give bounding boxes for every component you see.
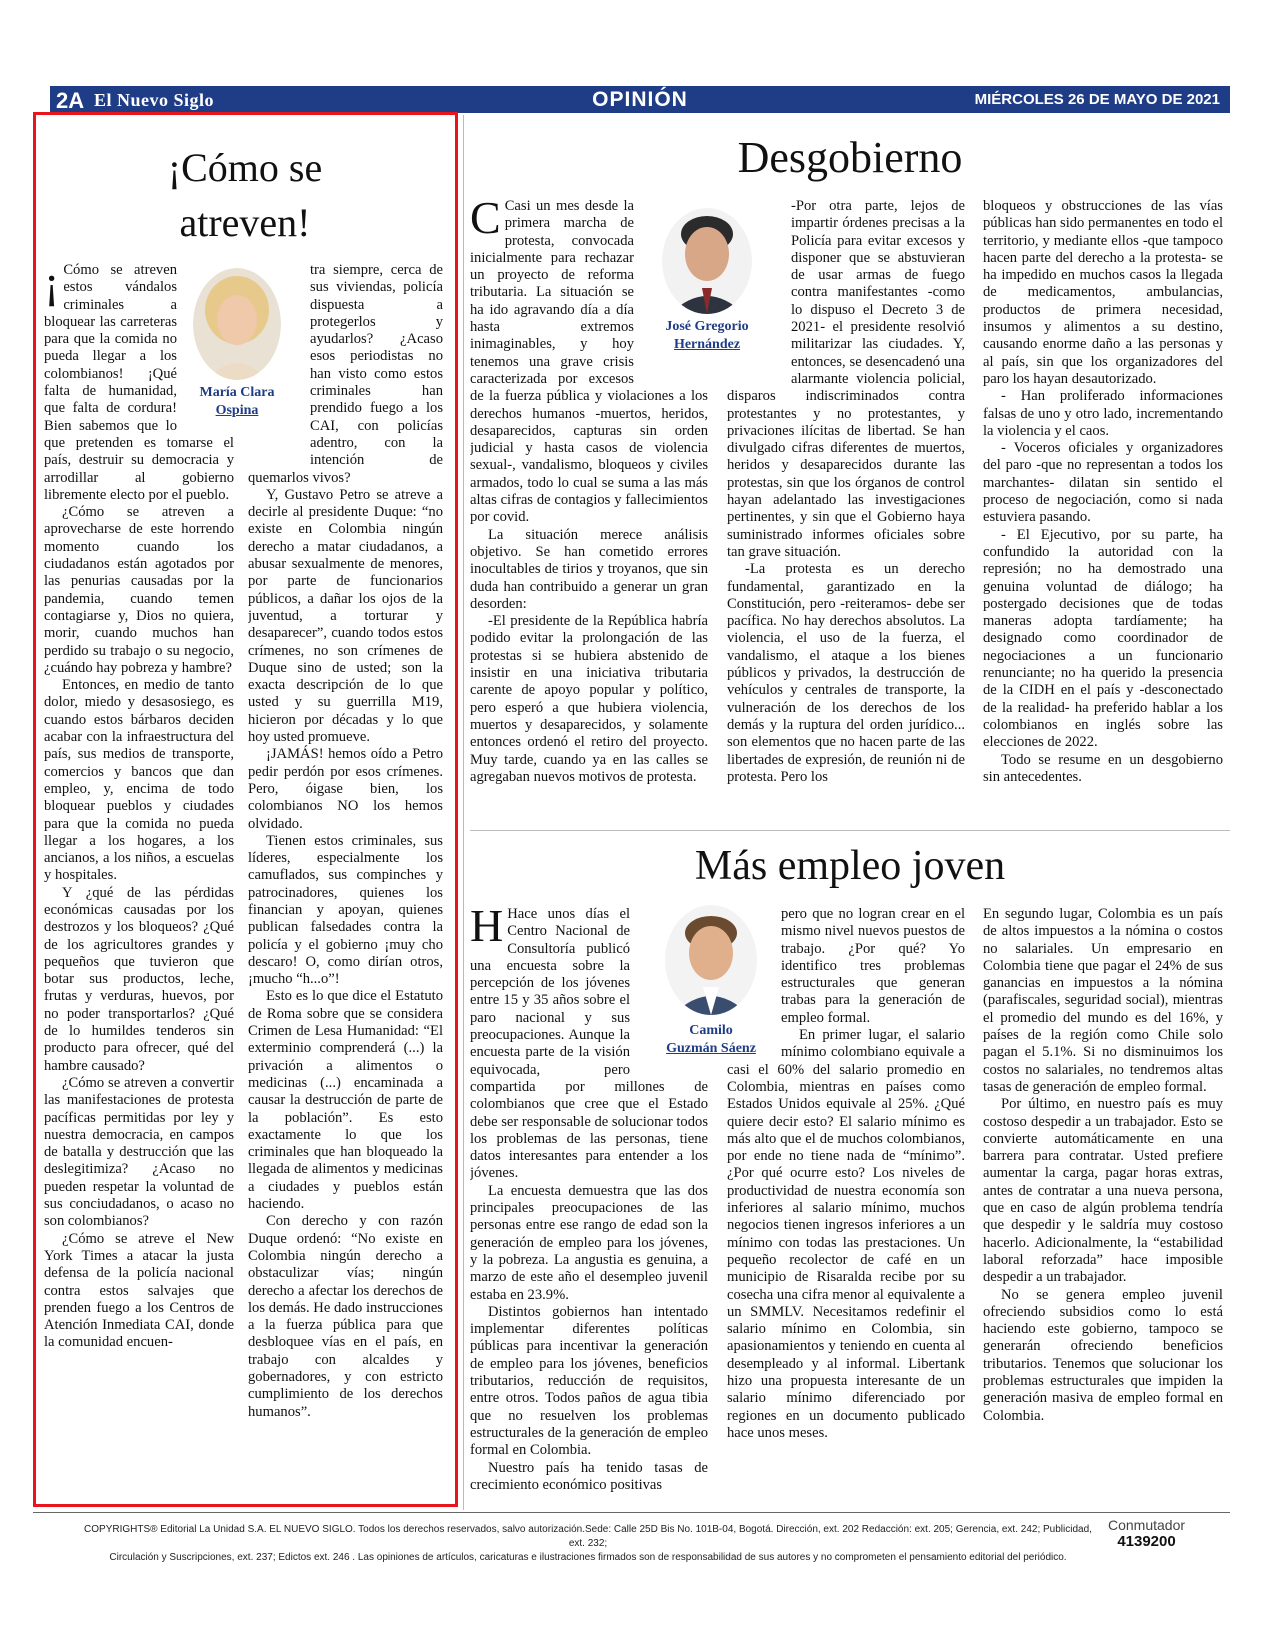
author3-name-line2: Guzmán Sáenz xyxy=(666,1041,756,1056)
section-title: OPINIÓN xyxy=(592,88,688,111)
author1-name-line2: Ospina xyxy=(215,403,259,418)
paragraph: Hace unos días el Centro Nacional de Consultoría publicó una encuesta sobre la percepción de los jóvenes entre 15 y 35 años sobre el paro nacional y sus preocupaciones. Aunque la encuesta parte de la visión equivocada, pero compartida por millones de colombianos que cree que el Estado debe ser responsable de solucionar todos los problemas de las personas, tiene datos interesantes para entender a los jóvenes. xyxy=(470,906,708,1182)
paragraph: Distintos gobiernos han intentado implementar diferentes políticas públicas para incentivar la generación de empleo para los jóvenes, beneficios tributarios, reducción de requisitos, entre otros. Todos paños de agua tibia que no resuelven los problemas estructurales de la generación de empleo formal en Colombia. xyxy=(470,1303,708,1459)
page-header xyxy=(50,86,1230,113)
column-divider xyxy=(463,115,464,1510)
paragraph: -Por otra parte, lejos de impartir órdenes precisas a la Policía para evitar excesos y disponer que se abstuvieran de usar armas de fuego contra manifestantes -como lo dispuso el Decreto 3 de 2021- el presidente resolvió militarizar las ciudades. Y, entonces, se desencadenó una alarmante violencia policial, disparos indiscriminados contra protestantes y no protestantes, y privaciones ilícitas de libertad. Se han divulgado cifras diferentes de muertos, heridos y desaparecidos durante las protestas, sin que los órganos de control hayan adelantado las investigaciones pertinentes, y sin que el Gobierno haya suministrado informes oficiales sobre tan grave situación. xyxy=(727,198,965,560)
article1-column1 xyxy=(44,262,234,1497)
footer-line1: COPYRIGHTS® Editorial La Unidad S.A. EL NUEVO SIGLO. Todos los derechos reservados, salvo autorización.Sede: Calle 25D Bis No. 101B-04, Bogotá. Dirección, ext. 202 Redacción: ext. 205; Gerencia, ext. 242; Publicidad, ext. 232; xyxy=(84,1524,1092,1549)
article1-title-line1: ¡Cómo se xyxy=(167,145,323,190)
paragraph: - Han proliferado informaciones falsas de uno y otro lado, incrementando la violencia y el caos. xyxy=(983,388,1223,439)
paragraph: Esto es lo que dice el Estatuto de Roma sobre que se considera Crimen de Lesa Humanidad: “El exterminio comprenderá (...) la privación a alimentos o medicinas (...) encaminada a causar la destrucción de parte de la población”. Es esto exactamente lo que los criminales que han bloqueado la llegada de alimentos y medicinas a ciudades y pueblos están haciendo. xyxy=(248,988,443,1213)
paragraph: Cómo se atreven estos vándalos criminales a bloquear las carreteras para que la comida no pueda llegar a los colombianos! ¡Qué falta de humanidad, que falta de cordura! Bien sabemos que lo que pretenden es tomarse el país, destruir su democracia y arrodillar al gobierno libremente electo por el pueblo. xyxy=(44,262,234,503)
paragraph: -La protesta es un derecho fundamental, garantizado en la Constitución, pero -reiteramos- debe ser pacífica. No hay derechos absolutos. La violencia, el uso de la fuerza, el vandalismo, el ataque a los bienes públicos y privados, la destrucción de vehículos y centrales de transporte, la vulneración de los derechos de los demás y la ruptura del orden jurídico... son elementos que no hacen parte de las libertades de expresión, de reunión ni de protesta. Pero los xyxy=(727,561,965,785)
newspaper-name: El Nuevo Siglo xyxy=(94,90,215,110)
dropcap: H xyxy=(470,906,504,951)
dropcap: ¡ xyxy=(44,262,60,307)
paragraph: bloqueos y obstrucciones de las vías públicas han sido permanentes en todo el territorio, y mediante ellos -que tampoco hacen parte del derecho a la protesta- se ha impedido en muchos casos la llegada de medicamentos, ambulancias, productos de primera necesidad, insumos y alimentos a su destino, causando enorme daño a las personas y al país, sin que los organizadores del paro los hayan desautorizado. xyxy=(983,198,1223,387)
author1-name-line1: María Clara xyxy=(199,385,275,400)
switchboard-number: 4139200 xyxy=(1117,1533,1176,1550)
article1-title-line2: atreven! xyxy=(179,200,311,245)
paragraph: Todo se resume en un desgobierno sin antecedentes. xyxy=(983,751,1223,785)
paragraph: Entonces, en medio de tanto dolor, miedo y desasosiego, es cuando estos bárbaros deciden acabar con la infraestructura del país, sus medios de transporte, comercios y bancos que dan empleo, y, encima de todo bloquear pueblos y ciudades para que la comida no pueda llegar a los hogares, a los ancianos, a los niños, a escuelas y hospitales. xyxy=(44,677,234,884)
author2-name-line1: José Gregorio xyxy=(665,319,749,334)
switchboard xyxy=(1108,1517,1185,1550)
paragraph: ¡JAMÁS! hemos oído a Petro pedir perdón por esos crímenes. Pero, óigase bien, los colombianos NO los hemos olvidado. xyxy=(248,746,443,832)
article2-column1 xyxy=(470,198,708,823)
copyright-footer xyxy=(78,1523,1098,1565)
paragraph: La situación merece análisis objetivo. Se han cometido errores inocultables de tirios y troyanos, que sin duda han contribuido a generar un gran desorden: xyxy=(470,526,708,612)
paragraph: Por último, en nuestro país es muy costoso despedir a un trabajador. Esto se convierte automáticamente en una barrera para contratar. Usted prefiere aumentar la carga, pagar horas extras, antes de contratar a una nueva persona, que en caso de algún problema tendría que despedir y le saldría muy costoso hacerlo. Adicionalmente, la “estabilidad laboral reforzada” hace imposible despedir a un trabajador. xyxy=(983,1096,1223,1286)
paragraph: ¿Cómo se atreve el New York Times a atacar la justa defensa de la policía nacional contra estos salvajes que prenden fuego a los Centros de Atención Inmediata CAI, donde la comunidad encuen- xyxy=(44,1230,234,1351)
paragraph: En primer lugar, el salario mínimo colombiano equivale a casi el 60% del salario promedio en Colombia, mientras en países como Estados Unidos equivale al 25%. ¿Qué quiere decir esto? El salario mínimo es más alto que el de muchos colombianos, por ende no tiene nada de “mínimo”. ¿Por qué ocurre esto? Los niveles de productividad de nuestra economía son inferiores al salario mínimo, muchos negocios tienen ingresos inferiores a un mínimo con todas las prestaciones. Un pequeño recolector de café en un municipio de Risaralda recibe por su cosecha una cifra menor al equivalente a un SMMLV. Necesitamos redefinir el salario mínimo en Colombia, sin apasionamientos y teniendo en cuenta al desempleado y al informal. Libertank hizo una propuesta interesante de un salario mínimo diferenciado por regiones en un documento publicado hace unos meses. xyxy=(727,1027,965,1441)
paragraph: Y ¿qué de las pérdidas económicas causadas por los destrozos y los bloqueos? ¿Qué de los agricultores grandes y pequeños que tuvieron que botar sus productos, leche, frutas y verduras, huevos, por no poder transportarlos? ¿Qué de lo humildes tenderos sin producto para ofrecer, qué del hambre causado? xyxy=(44,884,234,1074)
page-number: 2A xyxy=(56,88,85,113)
article3-column3 xyxy=(983,906,1223,1504)
paragraph: Y, Gustavo Petro se atreve a decirle al presidente Duque: “no existe en Colombia ningún derecho a matar ciudadanos, a abusar sexualmente de menores, por parte de funcionarios públicos, a dañar los ojos de la juventud, a torturar y desaparecer”, cuando todos estos crímenes, no son crímenes de Duque sino de usted; son la exacta descripción de lo que usted y su guerrilla M19, hicieron por décadas y lo que hoy usted promueve. xyxy=(248,486,443,746)
article1-title xyxy=(40,140,450,250)
article1-column2 xyxy=(248,262,443,1497)
footer-divider xyxy=(33,1512,1230,1513)
paragraph: ¿Cómo se atreven a convertir las manifestaciones de protesta pacíficas permitidas por ley y nuestra democracia, en campos de batalla y destrucción que las deslegitimiza? ¿Acaso no pueden respetar la voluntad de sus conciudadanos, o acaso no son colombianos? xyxy=(44,1074,234,1230)
footer-line2: Circulación y Suscripciones, ext. 237; Edictos ext. 246 . Las opiniones de artículos, caricaturas e ilustraciones firmados son de responsabilidad de sus autores y no comprometen el pensamiento editorial del periódico. xyxy=(109,1552,1067,1563)
paragraph: ¿Cómo se atreven a aprovecharse de este horrendo momento cuando los ciudadanos están agotados por las penurias causadas por la pandemia, cuando temen contagiarse y, Dios no quiera, morir, cuando muchos han perdido su trabajo o su negocio, ¿cuándo hay pobreza y hambre? xyxy=(44,504,234,676)
article3-column1 xyxy=(470,906,708,1504)
paragraph: Con derecho y con razón Duque ordenó: “No existe en Colombia ningún derecho a obstaculizar vías; ningún derecho a afectar los derechos de los demás. He dado instrucciones a la fuerza pública para que desbloquee vías en el país, en trabajo con alcaldes y gobernadores, y con estricto cumplimiento de los derechos humanos”. xyxy=(248,1213,443,1420)
article3-title: Más empleo joven xyxy=(694,843,1006,889)
article-divider xyxy=(470,830,1230,831)
paragraph: pero que no logran crear en el mismo nivel nuevos puestos de trabajo. ¿Por qué? Yo identifico tres problemas estructurales que generan trabas para la generación de empleo formal. xyxy=(781,906,965,1026)
article3-column2 xyxy=(727,906,965,1504)
article2-title: Desgobierno xyxy=(737,133,963,182)
article2-column3 xyxy=(983,198,1223,823)
author3-name-line1: Camilo xyxy=(689,1023,733,1038)
dropcap: C xyxy=(470,198,501,243)
paragraph: -El presidente de la República habría podido evitar la prolongación de las protestas si se hubiera abstenido de insistir en una iniciativa tributaria carente de apoyo popular y político, pero esperó a que hubiera violencia, muertos y desaparecidos, y solamente entonces ordenó el retiro del proyecto. Muy tarde, cuando ya en las calles se agregaban nuevos motivos de protesta. xyxy=(470,613,708,785)
paragraph: tra siempre, cerca de sus viviendas, policía dispuesta a protegerlos y ayudarlos? ¿Acaso esos periodistas no han visto como estos criminales han prendido fuego a los CAI, con policías adentro, con la intención de quemarlos vivos? xyxy=(248,262,443,486)
paragraph: Tienen estos criminales, sus líderes, especialmente los camuflados, sus compinches y patrocinadores, quienes los financian y apoyan, quienes publican falsedades contra la policía y el gobierno ¡muy cho descaro! O, como dirían otros, ¡mucho “h...o”! xyxy=(248,832,443,988)
paragraph: Nuestro país ha tenido tasas de crecimiento económico positivas xyxy=(470,1459,708,1493)
paragraph: Casi un mes desde la primera marcha de protesta, convocada inicialmente para rechazar un proyecto de reforma tributaria. La situación se ha ido agravando día a día hasta extremos inimaginables, y hoy tenemos una grave crisis caracterizada por excesos de la fuerza pública y violaciones a los derechos humanos -muertos, heridos, desaparecidos, capturas sin orden judicial y hasta casos de violencia sexual-, vandalismo, bloqueos y civiles armados, todo lo cual se suma a las más altas cifras de contagios y fallecimientos por covid. xyxy=(470,198,708,526)
article2-column2 xyxy=(727,198,965,823)
paragraph: - El Ejecutivo, por su parte, ha confundido la autoridad con la represión; no ha demostrado una genuina voluntad de diálogo; ha postergado decisiones que de todas maneras adopta tardíamente; ha designado como coordinador de negociaciones a un funcionario renunciante; no ha querido la presencia de la CIDH en el país y -desconectado de la realidad- ha preferido hablar a los colombianos en inglés sobre las elecciones de 2022. xyxy=(983,526,1223,751)
author2-name-line2: Hernández xyxy=(673,337,741,352)
paragraph: - Voceros oficiales y organizadores del paro -que no representan a todos los marchantes- dilatan sin sentido el proceso de negociación, como si nada estuviera pasando. xyxy=(983,440,1223,526)
issue-date: MIÉRCOLES 26 DE MAYO DE 2021 xyxy=(974,91,1220,108)
paragraph: No se genera empleo juvenil ofreciendo subsidios como lo está haciendo este gobierno, tampoco se generarán ofreciendo beneficios tributarios. Tenemos que solucionar los problemas estructurales que impiden la generación masiva de empleo formal en Colombia. xyxy=(983,1286,1223,1424)
paragraph: En segundo lugar, Colombia es un país de altos impuestos a la nómina o costos no salariales. Un empresario en Colombia tiene que pagar el 24% de sus ganancias en impuestos a la nómina (parafiscales, seguridad social), mientras el promedio del mundo es del 16%, y países de la región como Chile solo pagan el 5.1%. Si no disminuimos los costos no salariales, no tendremos altas tasas de generación de empleo formal. xyxy=(983,906,1223,1095)
switchboard-label: Conmutador xyxy=(1108,1517,1186,1533)
paragraph: La encuesta demuestra que las dos principales preocupaciones de las personas entre ese rango de edad son la generación de empleo para los jóvenes, y la pobreza. La angustia es genuina, a marzo de este año el desempleo juvenil estaba en 23.9%. xyxy=(470,1182,708,1303)
